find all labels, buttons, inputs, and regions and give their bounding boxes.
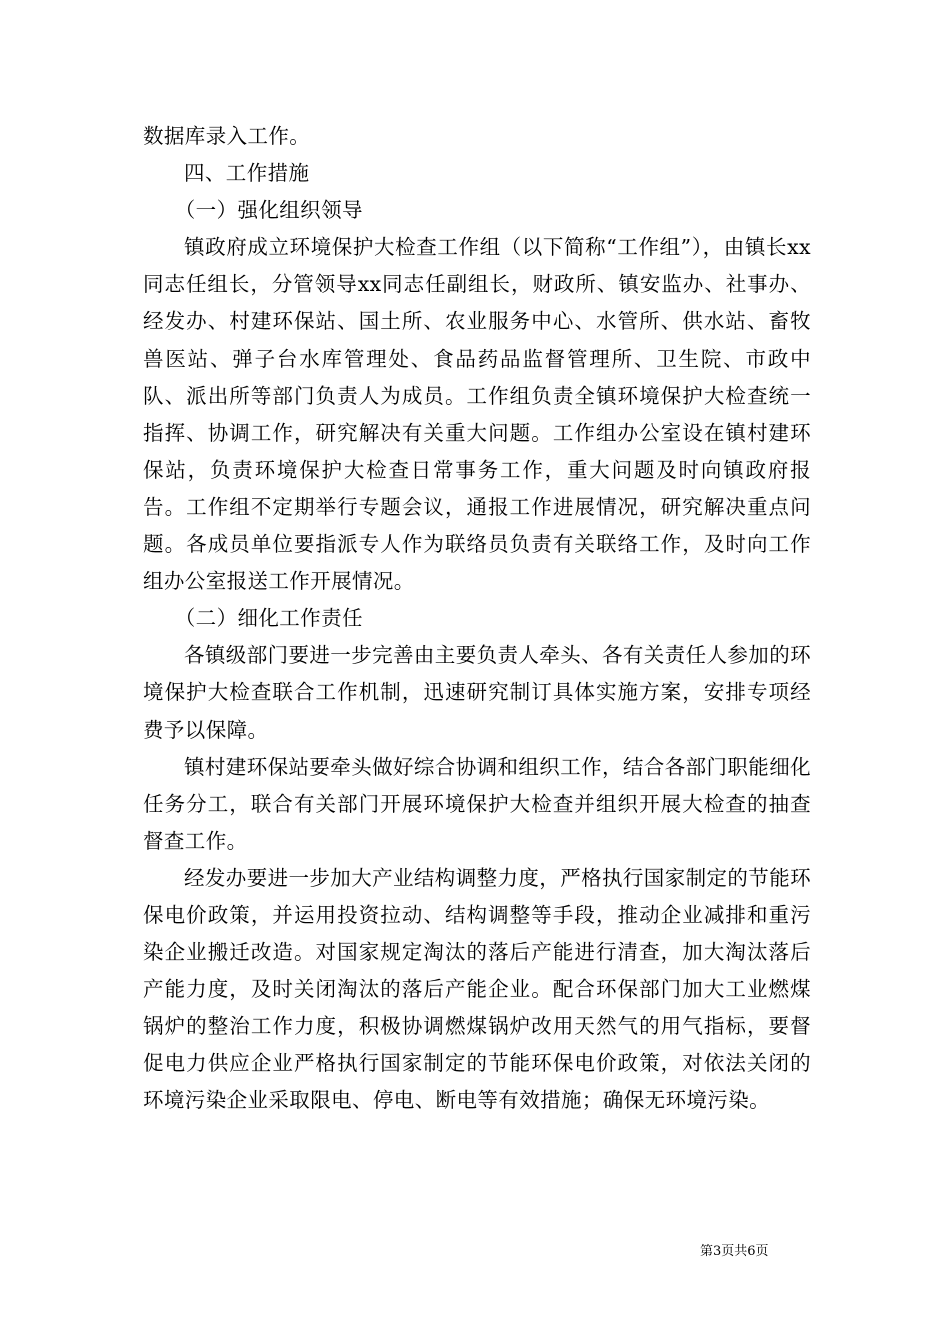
paragraph-departments: 各镇级部门要进一步完善由主要负责人牵头、各有关责任人参加的环境保护大检查联合工作机制，迅速研究制订具体实施方案，安排专项经费予以保障。 [143,643,811,742]
subheading-organization: （一）强化组织领导 [174,198,363,223]
paragraph-environment-station: 镇村建环保站要牵头做好综合协调和组织工作，结合各部门职能细化任务分工，联合有关部门开展环境保护大检查并组织开展大检查的抽查督查工作。 [143,754,811,853]
document-body [143,118,811,1120]
paragraph-working-group: 镇政府成立环境保护大检查工作组（以下简称“工作组”），由镇长xx同志任组长，分管领导xx同志任副组长，财政所、镇安监办、社事办、经发办、村建环保站、国土所、农业服务中心、水管所、供水站、畜牧兽医站、弹子台水库管理处、食品药品监督管理所、卫生院、市政中队、派出所等部门负责人为成员。工作组负责全镇环境保护大检查统一指挥、协调工作，研究解决有关重大问题。工作组办公室设在镇村建环保站，负责环境保护大检查日常事务工作，重大问题及时向镇政府报告。工作组不定期举行专题会议，通报工作进展情况，研究解决重点问题。各成员单位要指派专人作为联络员负责有关联络工作，及时向工作组办公室报送工作开展情况。 [143,235,811,594]
paragraph-economic-office: 经发办要进一步加大产业结构调整力度，严格执行国家制定的节能环保电价政策，并运用投资拉动、结构调整等手段，推动企业减排和重污染企业搬迁改造。对国家规定淘汰的落后产能进行清查，加大淘汰落后产能力度，及时关闭淘汰的落后产能企业。配合环保部门加大工业燃煤锅炉的整治工作力度，积极协调燃煤锅炉改用天然气的用气指标，要督促电力供应企业严格执行国家制定的节能环保电价政策，对依法关闭的环境污染企业采取限电、停电、断电等有效措施；确保无环境污染。 [143,865,811,1113]
section-heading-measures: 四、工作措施 [184,161,310,186]
page-number: 第3页共6页 [700,1244,769,1259]
paragraph-continuation: 数据库录入工作。 [143,124,311,148]
subheading-responsibility: （二）细化工作责任 [174,606,363,631]
